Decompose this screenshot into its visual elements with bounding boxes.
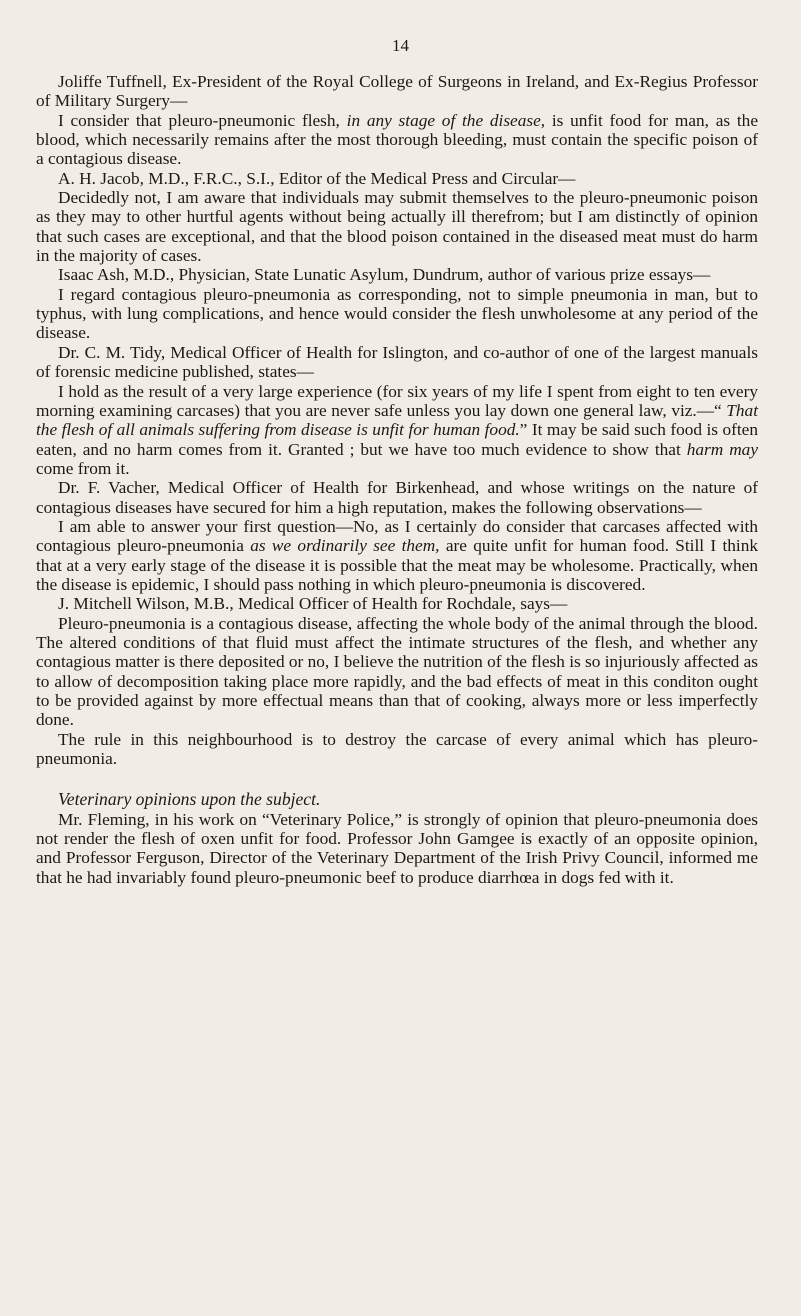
text-run: I consider that pleuro-pneumonic flesh, xyxy=(58,110,347,130)
italic-text: as we ordinarily see them, xyxy=(250,536,440,556)
text-run: A. H. Jacob, M.D., F.R.C., S.I., Editor of the Medical Press and Circular— xyxy=(58,168,576,188)
text-run: Pleuro-pneumonia is a contagious disease, affecting the whole body of the animal through the blood. The altered conditions of that fluid must affect the intimate structures of the flesh, and whether any contagious matter is there deposited or no, I believe the nutrition of the flesh is so injuriously affected as to allow of decomposition taking place more rapidly, and the bad effects of meat in this conditon ought to be provided against by more effectual means than that of cooking, always more or less imperfectly done. xyxy=(36,613,758,730)
closing-paragraph xyxy=(36,810,758,887)
text-run: I am able to answer your first question—No, as I certainly do consider that carcases affected with contagious pleuro-pneumonia xyxy=(36,516,758,556)
paragraph-ash-intro xyxy=(36,265,758,284)
italic-text: in any stage of the disease, xyxy=(346,110,546,130)
text-run: J. Mitchell Wilson, M.B., Medical Officer of Health for Rochdale, says— xyxy=(58,594,568,614)
text-run: The rule in this neighbourhood is to destroy the carcase of every animal which has pleuro-pneumonia. xyxy=(36,729,758,769)
paragraph-tuffnell-quote xyxy=(36,111,758,169)
paragraph-tidy-intro xyxy=(36,343,758,382)
paragraph-jacob-quote xyxy=(36,188,758,265)
paragraph-vacher-quote xyxy=(36,517,758,594)
paragraph-jacob-intro xyxy=(36,169,758,188)
text-run: Mr. Fleming, in his work on “Veterinary Police,” is strongly of opinion that pleuro-pneumonia does not render the flesh of oxen unfit for food. Professor John Gamgee is exactly of an opposite opinion, and Professor Ferguson, Director of the Veterinary Department of the Irish Privy Council, informed me that he had invariably found pleuro-pneumonic beef to produce diarrhœa in dogs fed with it. xyxy=(36,809,758,887)
text-run: Decidedly not, I am aware that individuals may submit themselves to the pleuro-pneumonic poison as they may to other hurtful agents without being actually ill therefrom; but I am distinctly of opinion that such cases are exceptional, and that the blood poison contained in the diseased meat must do harm in the majority of cases. xyxy=(36,188,758,266)
paragraph-tidy-quote xyxy=(36,382,758,479)
text-run: I regard contagious pleuro-pneumonia as corresponding, not to simple pneumonia in man, but to typhus, with lung complications, and hence would consider the flesh unwholesome at any period of the disease. xyxy=(36,284,758,343)
paragraph-ash-quote xyxy=(36,285,758,343)
page-number: 14 xyxy=(392,36,409,55)
text-run: is unfit food for man, as the blood, which necessarily remains after the most thorough bleeding, must contain the specific poison of a contagious disease. xyxy=(36,110,758,169)
paragraph-vacher-intro xyxy=(36,478,758,517)
paragraph-wilson-quote xyxy=(36,614,758,730)
text-run: ” It may be said such food is often eaten, and no harm comes from it. Granted ; but we have too much evidence to show that xyxy=(36,420,758,459)
text-run: I hold as the result of a very large experience (for six years of my life I spent from eight to ten every morning examining carcases) that you are never safe unless you lay down one general law, viz.—“ xyxy=(36,381,758,420)
italic-text: That the flesh of all animals suffering from disease is unfit for human food. xyxy=(36,400,758,440)
text-run: come from it. xyxy=(36,458,130,478)
text-run: Joliffe Tuffnell, Ex-President of the Royal College of Surgeons in Ireland, and Ex-Regius Professor of Military Surgery— xyxy=(36,72,758,111)
text-run: are quite unfit for human food. Still I think that at a very early stage of the disease it is possible that the meat may be wholesome. Practically, when the disease is epidemic, I should pass nothing in which pleuro-pneumonia is discovered. xyxy=(36,536,759,594)
paragraph-wilson-intro xyxy=(36,594,758,613)
paragraph-neighbourhood-rule xyxy=(36,730,758,769)
paragraph-list xyxy=(36,72,758,768)
italic-text: harm may xyxy=(686,439,758,459)
text-run: Isaac Ash, M.D., Physician, State Lunatic Asylum, Dundrum, author of various prize essays— xyxy=(58,265,711,285)
text-run: Dr. C. M. Tidy, Medical Officer of Health for Islington, and co-author of one of the largest manuals of forensic medicine published, states— xyxy=(36,342,758,382)
section-heading: Veterinary opinions upon the subject. xyxy=(58,789,321,810)
text-run: Dr. F. Vacher, Medical Officer of Health for Birkenhead, and whose writings on the nature of contagious diseases have secured for him a high reputation, makes the following observations— xyxy=(36,478,758,517)
body-text xyxy=(36,72,758,887)
paragraph-tuffnell-intro xyxy=(36,72,758,111)
